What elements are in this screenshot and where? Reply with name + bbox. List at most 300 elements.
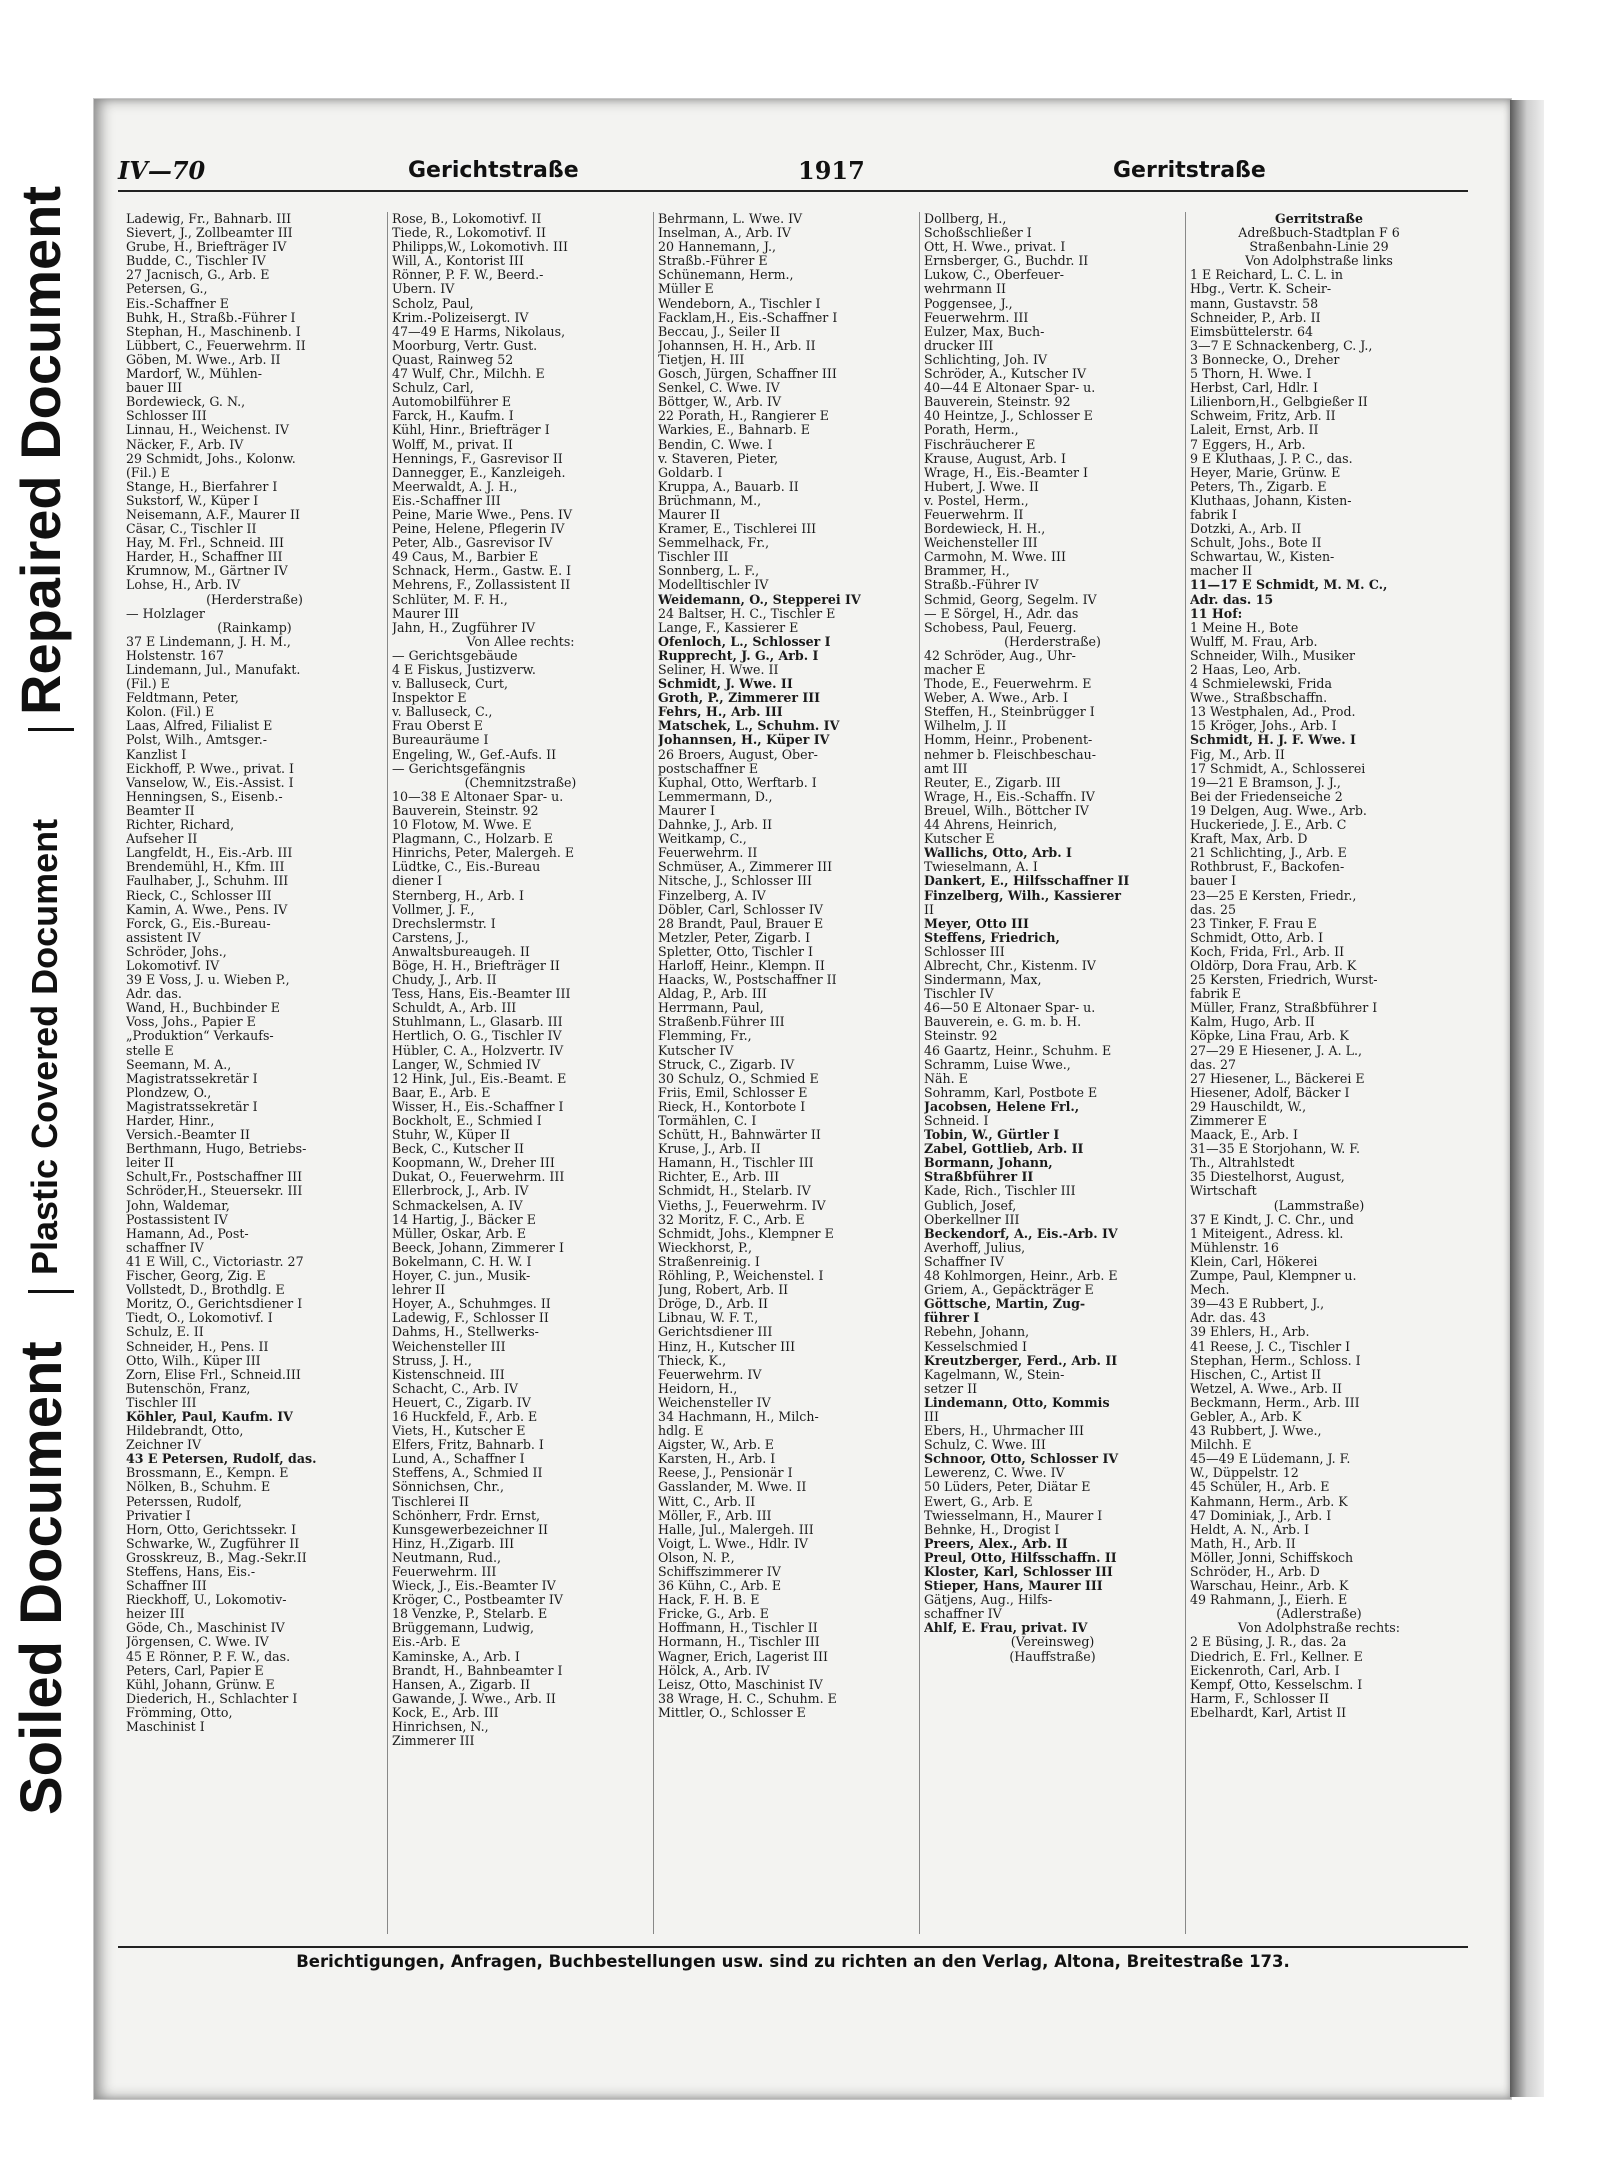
directory-entry: Schütt, H., Bahnwärter II: [658, 1128, 821, 1143]
directory-entry: Carstens, J.,: [392, 930, 469, 945]
directory-entry: Rupprecht, J. G., Arb. I: [658, 648, 819, 663]
directory-entry: 41 Reese, J. C., Tischler I: [1190, 1339, 1351, 1354]
directory-entry: — Holzlager: [126, 606, 205, 621]
directory-entry: Kalm, Hugo, Arb. II: [1190, 1015, 1315, 1030]
directory-entry: v. Postel, Herm.,: [924, 493, 1029, 508]
directory-entry: Straßenbahn-Linie 29: [1249, 240, 1389, 255]
directory-entry: macher II: [1190, 564, 1253, 579]
directory-entry: 27 Hiesener, L., Bäckerei E: [1190, 1071, 1365, 1086]
directory-entry: Lund, A., Schaffner I: [392, 1452, 525, 1467]
directory-entry: Gätjens, Aug., Hilfs-: [924, 1593, 1053, 1608]
directory-entry: Schröder, A., Kutscher IV: [924, 367, 1087, 382]
directory-entry: 2 Haas, Leo, Arb.: [1190, 663, 1302, 677]
directory-entry: 4 E Fiskus, Justizverw.: [392, 663, 536, 677]
directory-entry: Stuhr, W., Küper II: [392, 1128, 511, 1143]
directory-entry: Averhoff, Julius,: [924, 1240, 1026, 1255]
directory-entry: Wand, H., Buchbinder E: [126, 1001, 280, 1016]
directory-entry: führer I: [924, 1311, 980, 1326]
directory-entry: Wolff, M., privat. II: [392, 437, 513, 452]
directory-entry: schaffner IV: [126, 1240, 204, 1255]
directory-entry: Schneider, H., Pens. II: [126, 1339, 269, 1354]
directory-entry: Warkies, E., Bahnarb. E: [658, 423, 810, 438]
directory-entry: Lemmermann, D.,: [658, 789, 773, 804]
directory-entry: Sternberg, H., Arb. I: [392, 888, 525, 903]
directory-entry: Voss, Johs., Papier E: [126, 1015, 256, 1030]
directory-entry: Seemann, M. A.,: [126, 1057, 232, 1072]
directory-entry: Weber, A. Wwe., Arb. I: [924, 691, 1068, 706]
directory-entry: Kloster, Karl, Schlosser III: [924, 1565, 1113, 1579]
directory-entry: Herrmann, Paul,: [658, 1001, 764, 1016]
directory-entry: Tormählen, C. I: [658, 1114, 757, 1128]
directory-entry: 47 Dominiak, J., Arb. I: [1190, 1508, 1332, 1523]
directory-entry: 40—44 E Altonaer Spar- u.: [924, 381, 1096, 396]
directory-entry: Ott, H. Wwe., privat. I: [924, 240, 1066, 255]
directory-entry: leiter II: [126, 1156, 174, 1171]
directory-entry: Schröder, H., Arb. D: [1190, 1565, 1320, 1579]
directory-entry: 27—29 E Hiesener, J. A. L.,: [1190, 1043, 1362, 1058]
directory-entry: 23 Tinker, F. Frau E: [1190, 916, 1317, 931]
directory-entry: (Herderstraße): [1004, 634, 1101, 649]
directory-entry: Meyer, Otto III: [924, 916, 1029, 931]
directory-entry: Hölck, A., Arb. IV: [658, 1663, 770, 1678]
directory-entry: Moorburg, Vertr. Gust.: [392, 338, 538, 353]
directory-entry: Kempf, Otto, Kesselschm. I: [1190, 1677, 1363, 1692]
directory-entry: 39 Ehlers, H., Arb.: [1190, 1325, 1310, 1340]
directory-entry: Von Adolphstraße rechts:: [1238, 1621, 1400, 1636]
directory-entry: Versich.-Beamter II: [126, 1128, 250, 1143]
directory-entry: Harder, Hinr.,: [126, 1114, 215, 1128]
directory-entry: Hinz, H., Kutscher III: [658, 1339, 796, 1354]
directory-entry: 2 E Büsing, J. R., das. 2a: [1190, 1635, 1347, 1650]
directory-entry: Neisemann, A.F., Maurer II: [126, 507, 300, 522]
directory-entry: Richter, E., Arb. III: [658, 1170, 780, 1185]
directory-entry: 3—7 E Schnackenberg, C. J.,: [1190, 338, 1373, 353]
directory-entry: Schmid, Georg, Segelm. IV: [924, 592, 1097, 607]
directory-column-1: [122, 212, 388, 1934]
directory-entry: 26 Broers, August, Ober-: [658, 747, 818, 762]
directory-entry: assistent IV: [126, 930, 201, 945]
directory-entry: Feuerwehrm. II: [924, 507, 1024, 522]
directory-entry: Schünemann, Herm.,: [658, 268, 794, 283]
directory-entry: 41 E Will, C., Victoriastr. 27: [126, 1254, 304, 1269]
directory-entry: fabrik E: [1190, 987, 1242, 1002]
directory-entry: Linnau, H., Weichenst. IV: [126, 423, 289, 438]
directory-entry: Gawande, J. Wwe., Arb. II: [392, 1691, 556, 1706]
directory-entry: II: [924, 902, 934, 917]
directory-entry: Reuter, E., Zigarb. III: [924, 775, 1061, 790]
directory-entry: Ebers, H., Uhrmacher III: [924, 1424, 1084, 1439]
directory-entry: Tiede, R., Lokomotivf. II: [392, 226, 546, 241]
directory-entry: Jung, Robert, Arb. II: [658, 1283, 789, 1298]
directory-entry: Lüdtke, C., Eis.-Bureau: [392, 860, 541, 875]
directory-entry: 47 Wulf, Chr., Milchh. E: [392, 367, 545, 382]
directory-entry: Schulz, C. Wwe. III: [924, 1438, 1046, 1453]
directory-entry: Hinrichs, Peter, Malergeh. E: [392, 846, 575, 861]
directory-entry: Schnack, Herm., Gastw. E. I: [392, 564, 572, 579]
directory-entry: Schulz, Carl,: [392, 381, 474, 396]
directory-entry: Hansen, A., Zigarb. II: [392, 1677, 531, 1692]
year-heading: 1917: [798, 156, 865, 185]
directory-entry: Baar, E., Arb. E: [392, 1085, 491, 1100]
directory-entry: Mittler, O., Schlosser E: [658, 1705, 806, 1720]
directory-entry: 16 Huckfeld, F., Arb. E: [392, 1409, 538, 1424]
directory-entry: Aldag, P., Arb. III: [658, 987, 767, 1002]
directory-entry: Kramer, E., Tischlerei III: [658, 522, 817, 537]
directory-entry: Karsten, H., Arb. I: [658, 1452, 776, 1467]
directory-entry: Peterssen, Rudolf,: [126, 1494, 242, 1509]
directory-entry: (Rainkamp): [217, 620, 292, 635]
directory-entry: Peine, Marie Wwe., Pens. IV: [392, 507, 573, 522]
directory-entry: Ladewig, F., Schlosser II: [392, 1311, 549, 1326]
directory-entry: Brammer, H.,: [924, 564, 1010, 579]
directory-entry: Kahmann, Herm., Arb. K: [1190, 1494, 1348, 1509]
directory-entry: Beeck, Johann, Zimmerer I: [392, 1240, 564, 1255]
directory-entry: 31—35 E Storjohann, W. F.: [1190, 1142, 1360, 1157]
directory-entry: Struss, J. H.,: [392, 1353, 472, 1368]
directory-entry: Eulzer, Max, Buch-: [924, 324, 1045, 339]
directory-entry: 47—49 E Harms, Nikolaus,: [392, 324, 566, 339]
directory-entry: Krause, August, Arb. I: [924, 451, 1067, 466]
directory-entry: 48 Kohlmorgen, Heinr., Arb. E: [924, 1269, 1118, 1284]
directory-entry: Stephan, Herm., Schloss. I: [1190, 1353, 1361, 1368]
directory-entry: Steffens, Friedrich,: [924, 930, 1060, 945]
directory-entry: Horn, Otto, Gerichtssekr. I: [126, 1522, 297, 1537]
directory-entry: Automobilführer E: [392, 395, 512, 410]
directory-entry: Schaffner III: [126, 1579, 207, 1594]
directory-column-5: [1186, 212, 1452, 1934]
directory-entry: Twiesselmann, H., Maurer I: [924, 1508, 1103, 1523]
directory-entry: Dannegger, E., Kanzleigeh.: [392, 465, 566, 480]
directory-entry: Stange, H., Bierfahrer I: [126, 479, 278, 494]
directory-entry: 37 E Kindt, J. C. Chr., und: [1190, 1212, 1354, 1227]
directory-entry: 24 Baltser, H. C., Tischler E: [658, 606, 836, 621]
directory-entry: Otto, Wilh., Küper III: [126, 1353, 261, 1368]
directory-entry: Feuerwehrm. III: [924, 310, 1029, 325]
directory-entry: Peters, Carl, Papier E: [126, 1663, 264, 1678]
directory-entry: Feuerwehrm. II: [658, 846, 758, 861]
directory-entry: Stephan, H., Maschinenb. I: [126, 324, 301, 339]
directory-entry: Kamin, A. Wwe., Pens. IV: [126, 902, 288, 917]
directory-entry: Grube, H., Briefträger IV: [126, 240, 287, 255]
directory-entry: Wrage, H., Eis.-Beamter I: [924, 465, 1089, 480]
directory-entry: Eimsbüttelerstr. 64: [1190, 324, 1314, 339]
directory-entry: Sindermann, Max,: [924, 973, 1042, 988]
directory-entry: John, Waldemar,: [126, 1198, 230, 1213]
directory-entry: Koopmann, W., Dreher III: [392, 1156, 555, 1171]
directory-entry: schaffner IV: [924, 1607, 1002, 1622]
directory-entry: Schramm, Luise Wwe.,: [924, 1057, 1071, 1072]
directory-entry: Finzelberg, Wilh., Kassierer: [924, 888, 1122, 903]
directory-entry: Haacks, W., Postschaffner II: [658, 973, 837, 988]
directory-entry: Steffens, Hans, Eis.-: [126, 1565, 256, 1579]
soiled-document-stamp: Soiled Document: [9, 1341, 74, 1815]
directory-entry: Adreßbuch-Stadtplan F 6: [1238, 226, 1400, 241]
directory-entry: Bordewieck, H. H.,: [924, 522, 1046, 537]
directory-entry: Näcker, F., Arb. IV: [126, 437, 244, 452]
directory-entry: Fehrs, H., Arb. III: [658, 705, 783, 720]
directory-entry: Schneider, Wilh., Musiker: [1190, 648, 1356, 663]
directory-entry: Kock, E., Arb. III: [392, 1705, 499, 1720]
page-number: IV—70: [118, 156, 206, 185]
directory-entry: Dahnke, J., Arb. II: [658, 818, 773, 833]
directory-entry: 36 Kühn, C., Arb. E: [658, 1579, 782, 1594]
directory-entry: Wilhelm, J. II: [924, 719, 1007, 734]
directory-entry: fabrik I: [1190, 507, 1237, 522]
page-footer: Berichtigungen, Anfragen, Buchbestellungen usw. sind zu richten an den Verlag, Altona, Breitestraße 173.: [118, 1946, 1468, 1978]
directory-entry: Griem, A., Gepäckträger E: [924, 1283, 1094, 1298]
directory-entry: Maurer I: [658, 803, 715, 818]
repaired-document-stamp: Repaired Document: [9, 186, 72, 715]
directory-entry: Herbst, Carl, Hdlr. I: [1190, 381, 1318, 396]
directory-entry: Göben, M. Wwe., Arb. II: [126, 352, 281, 367]
directory-entry: 15 Kröger, Johs., Arb. I: [1190, 719, 1337, 734]
directory-entry: 3 Bonnecke, O., Dreher: [1190, 352, 1340, 367]
directory-entry: — E Sörgel, H., Adr. das: [924, 606, 1079, 621]
directory-entry: mann, Gustavstr. 58: [1190, 296, 1319, 311]
directory-entry: Rieck, C., Schlosser III: [126, 888, 272, 903]
directory-entry: Oldörp, Dora Frau, Arb. K: [1190, 958, 1357, 973]
directory-entry: Wwe., Straßbschaffn.: [1190, 691, 1328, 706]
directory-entry: Jörgensen, C. Wwe. IV: [126, 1635, 269, 1650]
directory-entry: Lohse, H., Arb. IV: [126, 578, 241, 593]
directory-entry: Twieselmann, A. I: [924, 860, 1038, 875]
directory-entry: Tischlerei II: [392, 1494, 469, 1509]
directory-entry: macher E: [924, 663, 986, 677]
directory-entry: III: [924, 1409, 939, 1424]
directory-entry: Kistenschneid. III: [392, 1367, 505, 1382]
directory-entry: Lange, F., Kassierer E: [658, 620, 799, 635]
directory-entry: Hormann, H., Tischler III: [658, 1635, 820, 1650]
directory-entry: Lewerenz, C. Wwe. IV: [924, 1466, 1065, 1481]
directory-entry: Vollmer, J. F.,: [392, 902, 475, 917]
plastic-covered-stamp: Plastic Covered Document: [24, 818, 65, 1275]
directory-entry: Hildebrandt, Otto,: [126, 1424, 244, 1439]
directory-entry: Nölken, B., Schuhm. E: [126, 1480, 271, 1495]
directory-entry: 39—43 E Rubbert, J.,: [1190, 1297, 1325, 1312]
directory-entry: Fricke, G., Arb. E: [658, 1607, 769, 1622]
directory-entry: Feuerwehrm. IV: [658, 1367, 762, 1382]
directory-entry: Schult, Johs., Bote II: [1190, 536, 1322, 551]
directory-entry: Groth, P., Zimmerer III: [658, 691, 821, 706]
directory-entry: Meerwaldt, A. J. H.,: [392, 479, 518, 494]
directory-entry: Elfers, Fritz, Bahnarb. I: [392, 1438, 544, 1453]
directory-entry: (Lammstraße): [1273, 1198, 1365, 1213]
directory-entry: Kunsgewerbezeichner II: [392, 1522, 548, 1537]
directory-entry: Ewert, G., Arb. E: [924, 1494, 1033, 1509]
directory-entry: Krumnow, M., Gärtner IV: [126, 564, 288, 579]
directory-entry: Steinstr. 92: [924, 1029, 998, 1044]
directory-entry: Lübbert, C., Feuerwehrm. II: [126, 338, 306, 353]
directory-entry: Neutmann, Rud.,: [392, 1550, 501, 1565]
directory-entry: bauer III: [126, 381, 183, 396]
directory-entry: Straßb.-Führer E: [658, 254, 768, 269]
directory-entry: Aigster, W., Arb. E: [658, 1438, 774, 1453]
directory-entry: Beccau, J., Seiler II: [658, 324, 781, 339]
directory-entry: Langer, W., Schmied IV: [392, 1057, 541, 1072]
directory-entry: Schneid. I: [924, 1114, 989, 1128]
directory-entry: Hoffmann, H., Tischler II: [658, 1621, 818, 1636]
directory-entry: Aufseher II: [126, 832, 198, 847]
directory-entry: Lindemann, Otto, Kommis: [924, 1395, 1110, 1410]
directory-entry: Thode, E., Feuerwehrm. E: [924, 677, 1092, 692]
directory-entry: 32 Moritz, F. C., Arb. E: [658, 1212, 805, 1227]
directory-entry: Zeichner IV: [126, 1438, 202, 1453]
directory-entry: Weichensteller III: [924, 536, 1038, 551]
directory-entry: Holstenstr. 167: [126, 648, 224, 663]
directory-entry: drucker III: [924, 338, 994, 353]
directory-entry: Schröder,H., Steuersekr. III: [126, 1184, 303, 1199]
directory-entry: Zimmerer E: [1190, 1114, 1267, 1128]
directory-entry: Johannsen, H., Küper IV: [658, 733, 830, 748]
directory-entry: Vollstedt, D., Brothdlg. E: [126, 1283, 285, 1298]
directory-entry: Lukow, C., Oberfeuer-: [924, 268, 1064, 283]
page-header: [118, 150, 1468, 192]
directory-entry: Eis.-Schaffner E: [126, 296, 229, 311]
directory-entry: Hack, F. H. B. E: [658, 1593, 760, 1608]
directory-entry: Gebler, A., Arb. K: [1190, 1409, 1302, 1424]
directory-entry: heizer III: [126, 1607, 185, 1622]
directory-entry: Grosskreuz, B., Mag.-Sekr.II: [126, 1550, 307, 1565]
directory-entry: Heidorn, H.,: [658, 1381, 738, 1396]
directory-entry: Schaffner IV: [924, 1254, 1004, 1269]
directory-entry: Schoßschließer I: [924, 226, 1032, 241]
directory-entry: Straßbführer II: [924, 1170, 1034, 1185]
directory-entry: Senkel, C. Wwe. IV: [658, 381, 780, 396]
directory-entry: Heldt, A. N., Arb. I: [1190, 1522, 1310, 1537]
directory-entry: Straßenreinig. I: [658, 1254, 760, 1269]
directory-entry: Butenschön, Franz,: [126, 1381, 251, 1396]
directory-entry: Preul, Otto, Hilfsschaffn. II: [924, 1550, 1117, 1565]
directory-entry: Th., Altrahlstedt: [1190, 1156, 1295, 1171]
directory-entry: Schmackelsen, A. IV: [392, 1198, 523, 1213]
directory-entry: bauer I: [1190, 874, 1237, 889]
directory-entry: 50 Lüders, Peter, Diätar E: [924, 1480, 1091, 1495]
directory-entry: Kesselschmied I: [924, 1339, 1028, 1354]
directory-entry: 43 E Petersen, Rudolf, das.: [126, 1452, 317, 1467]
directory-entry: Rieckhoff, U., Lokomotiv-: [126, 1593, 287, 1608]
directory-entry: Peter, Alb., Gasrevisor IV: [392, 536, 553, 551]
directory-entry: Müller, Oskar, Arb. E: [392, 1226, 527, 1241]
directory-entry: Preers, Alex., Arb. II: [924, 1536, 1068, 1551]
directory-entry: 18 Venzke, P., Stelarb. E: [392, 1607, 548, 1622]
directory-entry: Schmidt, H. J. F. Wwe. I: [1190, 733, 1356, 748]
directory-entry: Köpke, Lina Frau, Arb. K: [1190, 1029, 1349, 1044]
directory-entry: v. Balluseck, Curt,: [392, 677, 508, 692]
directory-entry: Rose, B., Lokomotivf. II: [392, 212, 542, 226]
directory-entry: Schacht, C., Arb. IV: [392, 1381, 518, 1396]
directory-entry: Rebehn, Johann,: [924, 1325, 1030, 1340]
directory-entry: Übern. IV: [392, 282, 455, 297]
directory-entry: Richter, Richard,: [126, 818, 235, 833]
directory-entry: Chudy, J., Arb. II: [392, 973, 497, 988]
directory-entry: Carmohn, M. Wwe. III: [924, 550, 1066, 565]
directory-entry: Mehrens, F., Zollassistent II: [392, 578, 571, 593]
directory-entry: Kutscher IV: [658, 1043, 734, 1058]
directory-entry: Drechslermstr. I: [392, 916, 496, 931]
directory-entry: 14 Hartig, J., Bäcker E: [392, 1212, 536, 1227]
directory-entry: Gosch, Jürgen, Schaffner III: [658, 367, 837, 382]
directory-entry: (Herderstraße): [206, 592, 303, 607]
directory-entry: (Adlerstraße): [1276, 1607, 1362, 1622]
directory-entry: 19 Delgen, Aug. Wwe., Arb.: [1190, 803, 1367, 818]
directory-entry: Schweim, Fritz, Arb. II: [1190, 409, 1336, 424]
directory-entry: 5 Thorn, H. Wwe. I: [1190, 367, 1312, 382]
directory-entry: (Hauffstraße): [1009, 1649, 1096, 1664]
directory-entry: Fischer, Georg, Zig. E: [126, 1269, 266, 1284]
directory-entry: Milchh. E: [1190, 1438, 1252, 1453]
directory-entry: Kühl, Hinr., Briefträger I: [392, 423, 550, 438]
directory-entry: postschaffner E: [658, 761, 759, 776]
directory-entry: 46 Gaartz, Heinr., Schuhm. E: [924, 1043, 1112, 1058]
directory-entry: Hübler, C. A., Holzvertr. IV: [392, 1043, 564, 1058]
directory-entry: Schlosser III: [924, 944, 1005, 959]
directory-entry: Sönnichsen, Chr.,: [392, 1480, 505, 1495]
directory-entry: — Gerichtsgebäude: [392, 648, 518, 663]
directory-entry: Dollberg, H.,: [924, 212, 1007, 226]
directory-entry: Porath, Herm.,: [924, 423, 1019, 438]
directory-entry: Engeling, W., Gef.-Aufs. II: [392, 747, 557, 762]
directory-entry: Harloff, Heinr., Klempn. II: [658, 958, 825, 973]
directory-entry: Beckmann, Herm., Arb. III: [1190, 1395, 1360, 1410]
directory-entry: Dankert, E., Hilfsschaffner II: [924, 874, 1130, 889]
directory-entry: Schult,Fr., Postschaffner III: [126, 1170, 303, 1185]
directory-entry: 39 E Voss, J. u. Wieben P.,: [126, 973, 290, 988]
directory-entry: Feldtmann, Peter,: [126, 691, 239, 706]
directory-entry: Steffen, H., Steinbrügger I: [924, 705, 1095, 720]
directory-entry: Zimmerer III: [392, 1734, 475, 1749]
directory-entry: 43 Rubbert, J. Wwe.,: [1190, 1424, 1322, 1439]
directory-entry: Tiedt, O., Lokomotivf. I: [126, 1311, 273, 1326]
directory-entry: Beckendorf, A., Eis.-Arb. IV: [924, 1226, 1118, 1241]
directory-entry: 1 E Reichard, L. C. L. in: [1190, 268, 1344, 283]
directory-entry: Tobin, W., Gürtler I: [924, 1128, 1060, 1143]
directory-entry: Peters, Th., Zigarb. E: [1190, 479, 1327, 494]
directory-entry: Voigt, L. Wwe., Hdlr. IV: [658, 1536, 809, 1551]
directory-entry: Gerritstraße: [1275, 212, 1363, 226]
directory-entry: Hbg., Vertr. K. Scheir-: [1190, 282, 1332, 297]
directory-entry: Brendemühl, H., Kfm. III: [126, 860, 285, 875]
directory-entry: Weichensteller III: [392, 1339, 506, 1354]
directory-entry: Finzelberg, A. IV: [658, 888, 766, 903]
directory-entry: Bockholt, E., Schmied I: [392, 1114, 542, 1128]
directory-entry: Reese, J., Pensionär I: [658, 1466, 793, 1481]
directory-entry: 34 Hachmann, H., Milch-: [658, 1409, 819, 1424]
directory-entry: 38 Wrage, H. C., Schuhm. E: [658, 1691, 837, 1706]
directory-entry: Bormann, Johann,: [924, 1156, 1053, 1171]
directory-entry: Schwartau, W., Kisten-: [1190, 550, 1335, 565]
directory-entry: Postassistent IV: [126, 1212, 228, 1227]
directory-entry: Henningsen, S., Eisenb.-: [126, 789, 283, 804]
directory-entry: Schiffszimmerer IV: [658, 1565, 781, 1579]
directory-entry: Seliner, H. Wwe. II: [658, 663, 779, 677]
directory-entry: Budde, C., Tischler IV: [126, 254, 266, 269]
directory-entry: Leisz, Otto, Maschinist IV: [658, 1677, 823, 1692]
stamp-divider: [28, 728, 74, 731]
directory-entry: Göttsche, Martin, Zug-: [924, 1297, 1086, 1312]
directory-entry: Adr. das. 15: [1190, 592, 1274, 607]
directory-entry: Bokelmann, C. H. W. I: [392, 1254, 532, 1269]
directory-entry: Ahlf, E. Frau, privat. IV: [924, 1621, 1088, 1636]
directory-entry: Cäsar, C., Tischler II: [126, 522, 257, 537]
directory-entry: Wieck, J., Eis.-Beamter IV: [392, 1579, 556, 1594]
directory-entry: Lindemann, Jul., Manufakt.: [126, 663, 301, 677]
directory-entry: 44 Ahrens, Heinrich,: [924, 818, 1058, 833]
directory-entry: Kröger, C., Postbeamter IV: [392, 1593, 564, 1608]
directory-entry: Weichensteller IV: [658, 1395, 771, 1410]
directory-entry: Berthmann, Hugo, Betriebs-: [126, 1142, 307, 1157]
directory-entry: Kruppa, A., Bauarb. II: [658, 479, 799, 494]
directory-entry: Modelltischler IV: [658, 578, 769, 593]
